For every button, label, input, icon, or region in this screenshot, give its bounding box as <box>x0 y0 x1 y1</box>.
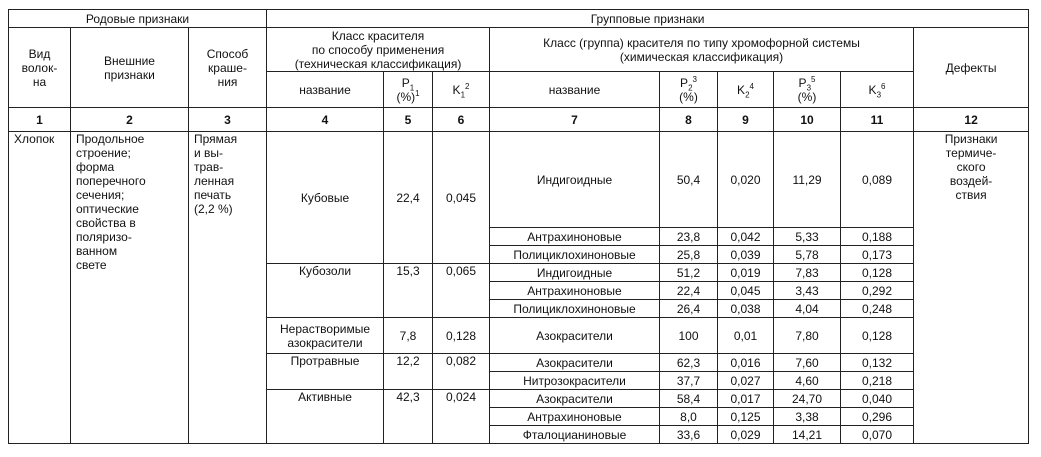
chem-class-name: Полициклохиноновые <box>490 300 660 318</box>
p2-header: $P_2^3$ (%) <box>660 72 718 108</box>
column-number: 10 <box>774 108 841 132</box>
defect-cell: Признаки термиче- ского воздей- ствия <box>914 132 1029 444</box>
p2-value: 62,3 <box>660 354 718 372</box>
k3-value: 0,173 <box>841 246 914 264</box>
k2-value: 0,017 <box>718 390 774 408</box>
k3-value: 0,128 <box>841 318 914 354</box>
p2-value: 25,8 <box>660 246 718 264</box>
p3-value: 4,60 <box>774 372 841 390</box>
chem-class-name: Азокрасители <box>490 390 660 408</box>
p1-value: 12,2 <box>384 354 433 390</box>
p3-value: 24,70 <box>774 390 841 408</box>
column-number: 7 <box>490 108 660 132</box>
p3-value: 3,43 <box>774 282 841 300</box>
k2-value: 0,045 <box>718 282 774 300</box>
group-features-header: Групповые признаки <box>267 10 1029 28</box>
chem-class-name: Антрахиноновые <box>490 282 660 300</box>
k1-value: 0,045 <box>433 132 490 264</box>
p1-value: 15,3 <box>384 264 433 318</box>
p3-value: 7,60 <box>774 354 841 372</box>
k1-header: $K_1^2$ <box>433 72 490 108</box>
p2-value: 100 <box>660 318 718 354</box>
p1-value: 7,8 <box>384 318 433 354</box>
column-number: 12 <box>914 108 1029 132</box>
p3-value: 4,04 <box>774 300 841 318</box>
p2-value: 37,7 <box>660 372 718 390</box>
tech-class-name: Протравные <box>267 354 384 390</box>
k2-header: $K_2^4$ <box>718 72 774 108</box>
column-number: 2 <box>71 108 189 132</box>
k3-value: 0,040 <box>841 390 914 408</box>
chem-class-name: Антрахиноновые <box>490 408 660 426</box>
tech-class-name: Нерастворимые азокрасители <box>267 318 384 354</box>
p3-value: 5,78 <box>774 246 841 264</box>
k2-value: 0,01 <box>718 318 774 354</box>
p2-value: 58,4 <box>660 390 718 408</box>
p2-value: 51,2 <box>660 264 718 282</box>
defects-header: Дефекты <box>914 28 1029 108</box>
p2-value: 50,4 <box>660 132 718 228</box>
chem-class-name: Полициклохиноновые <box>490 246 660 264</box>
k1-value: 0,128 <box>433 318 490 354</box>
features-cell: Продольное строение; форма поперечного сечения; оптические свойства в поляризо- ванном свете <box>71 132 189 444</box>
column-number: 11 <box>841 108 914 132</box>
p1-value: 42,3 <box>384 390 433 444</box>
k3-value: 0,292 <box>841 282 914 300</box>
p2-value: 22,4 <box>660 282 718 300</box>
k2-value: 0,019 <box>718 264 774 282</box>
tech-class-name: Кубовые <box>267 132 384 264</box>
p3-value: 3,38 <box>774 408 841 426</box>
chem-class-name: Азокрасители <box>490 354 660 372</box>
k3-value: 0,296 <box>841 408 914 426</box>
k2-value: 0,029 <box>718 426 774 444</box>
k2-value: 0,039 <box>718 246 774 264</box>
dyeing-method-header: Способ краше- ния <box>189 28 267 108</box>
k3-value: 0,188 <box>841 228 914 246</box>
p2-value: 23,8 <box>660 228 718 246</box>
p3-value: 7,83 <box>774 264 841 282</box>
fiber-cell: Хлопок <box>9 132 71 444</box>
p3-value: 14,21 <box>774 426 841 444</box>
p3-header: $P_3^5$ (%) <box>774 72 841 108</box>
external-features-header: Внешние признаки <box>71 28 189 108</box>
chem-class-name: Антрахиноновые <box>490 228 660 246</box>
column-number: 6 <box>433 108 490 132</box>
chem-class-name: Индигоидные <box>490 264 660 282</box>
chemical-class-header: Класс (группа) красителя по типу хромофорной системы (химическая классификация) <box>490 28 914 72</box>
k2-value: 0,038 <box>718 300 774 318</box>
column-number: 4 <box>267 108 384 132</box>
column-number: 9 <box>718 108 774 132</box>
column-number: 5 <box>384 108 433 132</box>
k3-value: 0,128 <box>841 264 914 282</box>
p1-header: $P_1$ (%)$^1$ <box>384 72 433 108</box>
tech-class-name: Активные <box>267 390 384 444</box>
p2-value: 8,0 <box>660 408 718 426</box>
table-container <box>8 9 1029 444</box>
generic-features-header: Родовые признаки <box>9 10 267 28</box>
column-number: 8 <box>660 108 718 132</box>
p3-value: 7,80 <box>774 318 841 354</box>
column-number: 3 <box>189 108 267 132</box>
k2-value: 0,042 <box>718 228 774 246</box>
k3-value: 0,218 <box>841 372 914 390</box>
k2-value: 0,016 <box>718 354 774 372</box>
name-header-tech: название <box>267 72 384 108</box>
technical-class-header: Класс красителя по способу применения (техническая классификация) <box>267 28 490 72</box>
table-row <box>9 132 1029 228</box>
p2-value: 33,6 <box>660 426 718 444</box>
k3-header: $K_3^6$ <box>841 72 914 108</box>
k3-value: 0,089 <box>841 132 914 228</box>
fiber-type-header: Вид волок- на <box>9 28 71 108</box>
column-number: 1 <box>9 108 71 132</box>
p3-value: 11,29 <box>774 132 841 228</box>
k1-value: 0,024 <box>433 390 490 444</box>
method-cell: Прямая и вы- трав- ленная печать (2,2 %) <box>189 132 267 444</box>
k3-value: 0,070 <box>841 426 914 444</box>
k2-value: 0,020 <box>718 132 774 228</box>
k3-value: 0,248 <box>841 300 914 318</box>
chem-class-name: Фталоцианиновые <box>490 426 660 444</box>
column-number-row <box>9 108 1029 132</box>
dye-classification-table <box>8 9 1029 444</box>
chem-class-name: Азокрасители <box>490 318 660 354</box>
k2-value: 0,027 <box>718 372 774 390</box>
k1-value: 0,065 <box>433 264 490 318</box>
p2-value: 26,4 <box>660 300 718 318</box>
chem-class-name: Нитрозокрасители <box>490 372 660 390</box>
k2-value: 0,125 <box>718 408 774 426</box>
k1-value: 0,082 <box>433 354 490 390</box>
p3-value: 5,33 <box>774 228 841 246</box>
chem-class-name: Индигоидные <box>490 132 660 228</box>
k3-value: 0,132 <box>841 354 914 372</box>
name-header-chem: название <box>490 72 660 108</box>
tech-class-name: Кубозоли <box>267 264 384 318</box>
p1-value: 22,4 <box>384 132 433 264</box>
